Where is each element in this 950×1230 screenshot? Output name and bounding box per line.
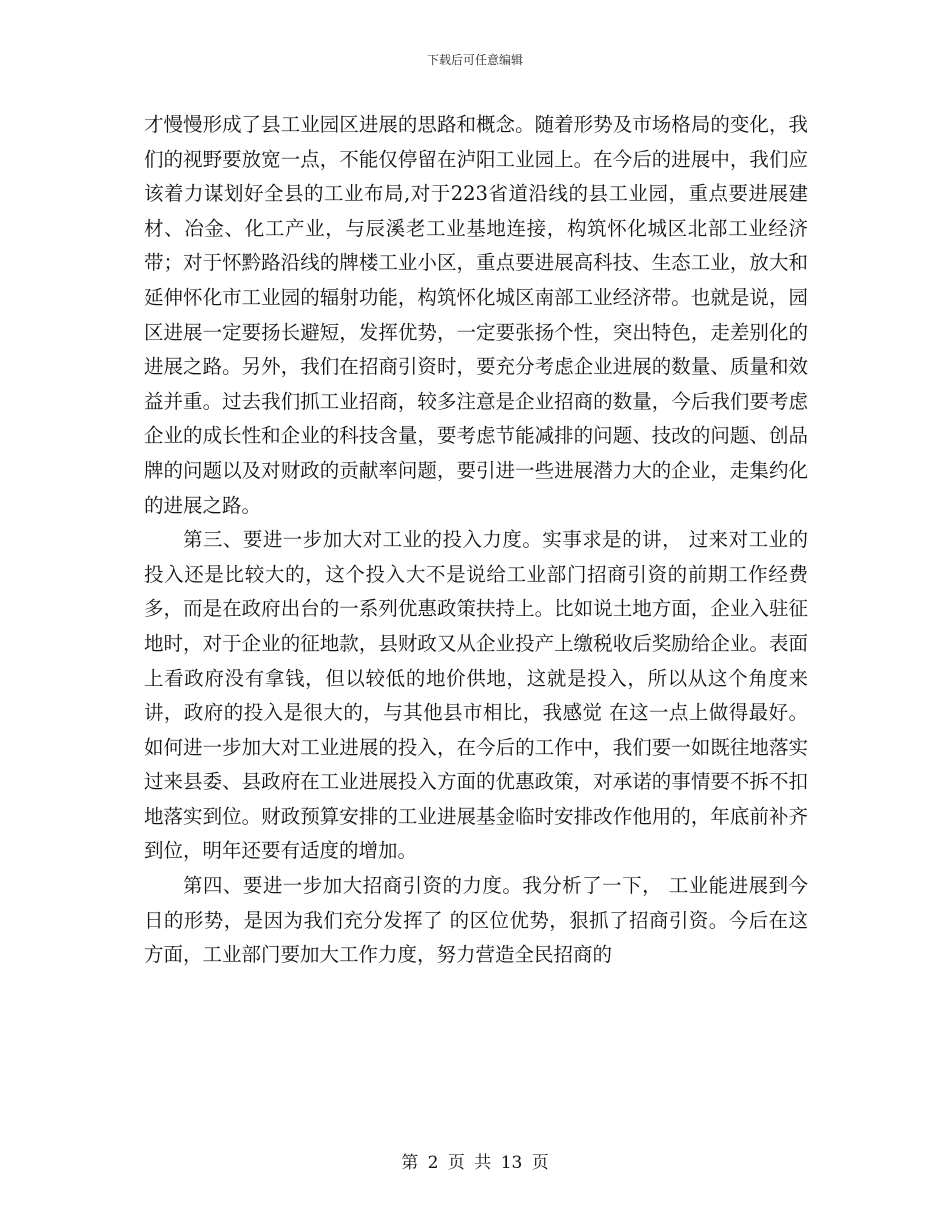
paragraph-continuation: 才慢慢形成了县工业园区进展的思路和概念。随着形势及市场格局的变化，我们的视野要放宽一点，不能仅停留在泸阳工业园上。在今后的进展中，我们应该着力谋划好全县的工业布局,对于223省道沿线的县工业园，重点要进展建材、冶金、化工产业，与辰溪老工业基地连接，构筑怀化城区北部工业经济带；对于怀黔路沿线的牌楼工业小区，重点要进展高科技、生态工业，放大和延伸怀化市工业园的辐射功能，构筑怀化城区南部工业经济带。也就是说，园区进展一定要扬长避短，发挥优势，一定要张扬个性，突出特色，走差别化的进展之路。另外，我们在招商引资时，要充分考虑企业进展的数量、质量和效益并重。过去我们抓工业招商，较多注意是企业招商的数量，今后我们要考虑企业的成长性和企业的科技含量，要考虑节能减排的问题、技改的问题、创品牌的问题以及对财政的贡献率问题，要引进一些进展潜力大的企业，走集约化的进展之路。	[144, 113, 808, 517]
paragraph-point-three: 第三、要进一步加大对工业的投入力度。实事求是的讲， 过来对工业的投入还是比较大的，这个投入大不是说给工业部门招商引资的前期工作经费多，而是在政府出台的一系列优惠政策扶持上。比如说土地方面，企业入驻征地时，对于企业的征地款，县财政又从企业投产上缴税收后奖励给企业。表面上看政府没有拿钱，但以较低的地价供地，这就是投入，所以从这个角度来讲，政府的投入是很大的，与其他县市相比，我感觉 在这一点上做得最好。如何进一步加大对工业进展的投入，在今后的工作中，我们要一如既往地落实过来县委、县政府在工业进展投入方面的优惠政策，对承诺的事情要不拆不扣地落实到位。财政预算安排的工业进展基金临时安排改作他用的，年底前补齐到位，明年还要有适度的增加。	[144, 528, 808, 863]
page-header: 下载后可任意编辑	[426, 53, 523, 67]
document-body	[144, 108, 808, 973]
paragraph-point-four: 第四、要进一步加大招商引资的力度。我分析了一下， 工业能进展到今日的形势，是因为我们充分发挥了 的区位优势，狠抓了招商引资。今后在这方面，工业部门要加大工作力度，努力营造全民招商的	[144, 874, 808, 967]
page-number-footer: 第 2 页 共 13 页	[401, 1153, 549, 1173]
